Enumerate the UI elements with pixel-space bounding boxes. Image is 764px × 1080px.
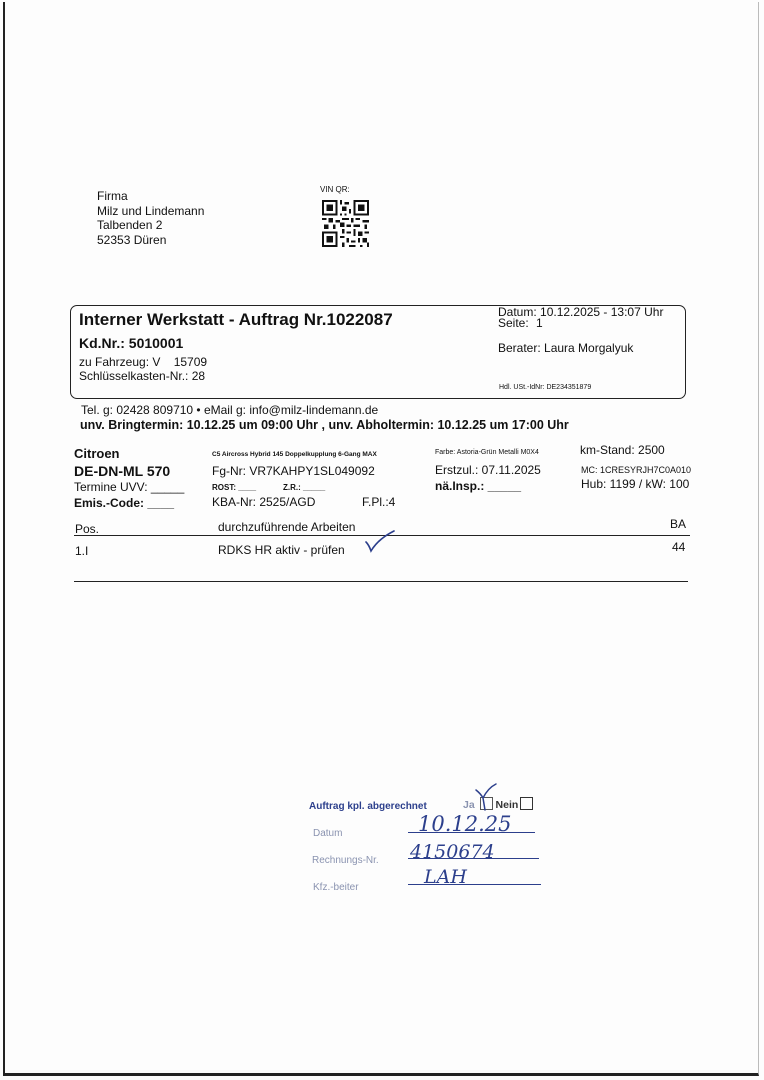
vin-qr-code (322, 200, 369, 247)
stamp-worker-value: LAH (424, 866, 467, 888)
first-registration: Erstzul.: 07.11.2025 (435, 463, 541, 477)
contact-line: Tel. g: 02428 809710 • eMail g: info@milz-lindemann.de (81, 403, 379, 417)
vat-id: Hdl. USt.-IdNr: DE234351879 (499, 384, 592, 391)
vin-number: Fg-Nr: VR7KAHPY1SL049092 (212, 464, 375, 478)
stamp-date-line (408, 832, 535, 833)
page-value: 1 (536, 316, 543, 330)
fpl: F.Pl.:4 (362, 495, 396, 509)
next-inspection: nä.Insp.: _____ (435, 479, 522, 493)
stamp-invoice-label: Rechnungs-Nr. (312, 855, 379, 866)
sender-line-4: 52353 Düren (97, 232, 167, 247)
col-header-pos: Pos. (75, 522, 100, 536)
emission-code: Emis.-Code: ____ (74, 496, 175, 510)
stamp-title: Auftrag kpl. abgerechnet (309, 801, 427, 812)
vehicle-model: C5 Aircross Hybrid 145 Doppelkupplung 6-Gang MAX (212, 451, 377, 458)
vehicle-reference: zu Fahrzeug: V 15709 (79, 355, 208, 369)
stamp-worker-line (408, 884, 541, 885)
customer-number: Kd.Nr.: 5010001 (79, 335, 184, 351)
stamp-invoice-line (408, 858, 539, 859)
stamp-invoice-value: 4150674 (410, 841, 495, 863)
date-block (498, 307, 663, 329)
uvv-dates: Termine UVV: _____ (74, 480, 185, 494)
stamp-nein-checkbox[interactable] (520, 797, 533, 810)
vin-qr-label: VIN QR: (320, 185, 350, 194)
stamp-worker-label: Kfz.-beiter (313, 882, 359, 893)
rost-field: ROST: ____ (212, 483, 257, 492)
stamp-nein-label: Nein (495, 799, 519, 811)
row-pos: 1.I (75, 544, 89, 558)
table-footer-rule (74, 581, 688, 582)
col-header-work: durchzuführende Arbeiten (218, 520, 356, 534)
date-value: 10.12.2025 - 13:07 Uhr (540, 305, 664, 319)
row-ba: 44 (672, 540, 686, 554)
key-box-number: Schlüsselkasten-Nr.: 28 (79, 369, 206, 383)
mc-code: MC: 1CRESYRJH7C0A010 (581, 465, 692, 475)
advisor: Berater: Laura Morgalyuk (498, 341, 634, 355)
kba-number: KBA-Nr: 2525/AGD (212, 495, 316, 509)
zr-field: Z.R.: _____ (283, 483, 326, 492)
mileage: km-Stand: 2500 (580, 443, 665, 457)
sender-address (97, 189, 204, 247)
stamp-ja-label: Ja (463, 799, 475, 811)
stamp-date-label: Datum (313, 828, 343, 839)
order-title: Interner Werkstatt - Auftrag Nr.1022087 (79, 310, 393, 329)
sender-line-3: Talbenden 2 (97, 218, 163, 232)
date-label: Datum: (498, 305, 537, 319)
row-work: RDKS HR aktiv - prüfen (218, 543, 345, 557)
handwritten-checkmark (362, 529, 396, 555)
stamp-date-value: 10.12.25 (418, 812, 512, 836)
stamp-ja-mark (473, 782, 499, 812)
appointments: unv. Bringtermin: 10.12.25 um 09:00 Uhr , unv. Abholtermin: 10.12.25 um 17:00 Uhr (80, 418, 569, 432)
vehicle-make: Citroen (74, 446, 120, 461)
page-label: Seite: (498, 316, 529, 330)
col-header-ba: BA (670, 517, 687, 531)
vehicle-color: Farbe: Astoria-Grün Metalli M0X4 (435, 449, 539, 456)
sender-line-1: Firma (97, 189, 128, 203)
engine-data: Hub: 1199 / kW: 100 (581, 477, 690, 491)
license-plate: DE-DN-ML 570 (74, 463, 171, 479)
sender-line-2: Milz und Lindemann (97, 203, 205, 218)
